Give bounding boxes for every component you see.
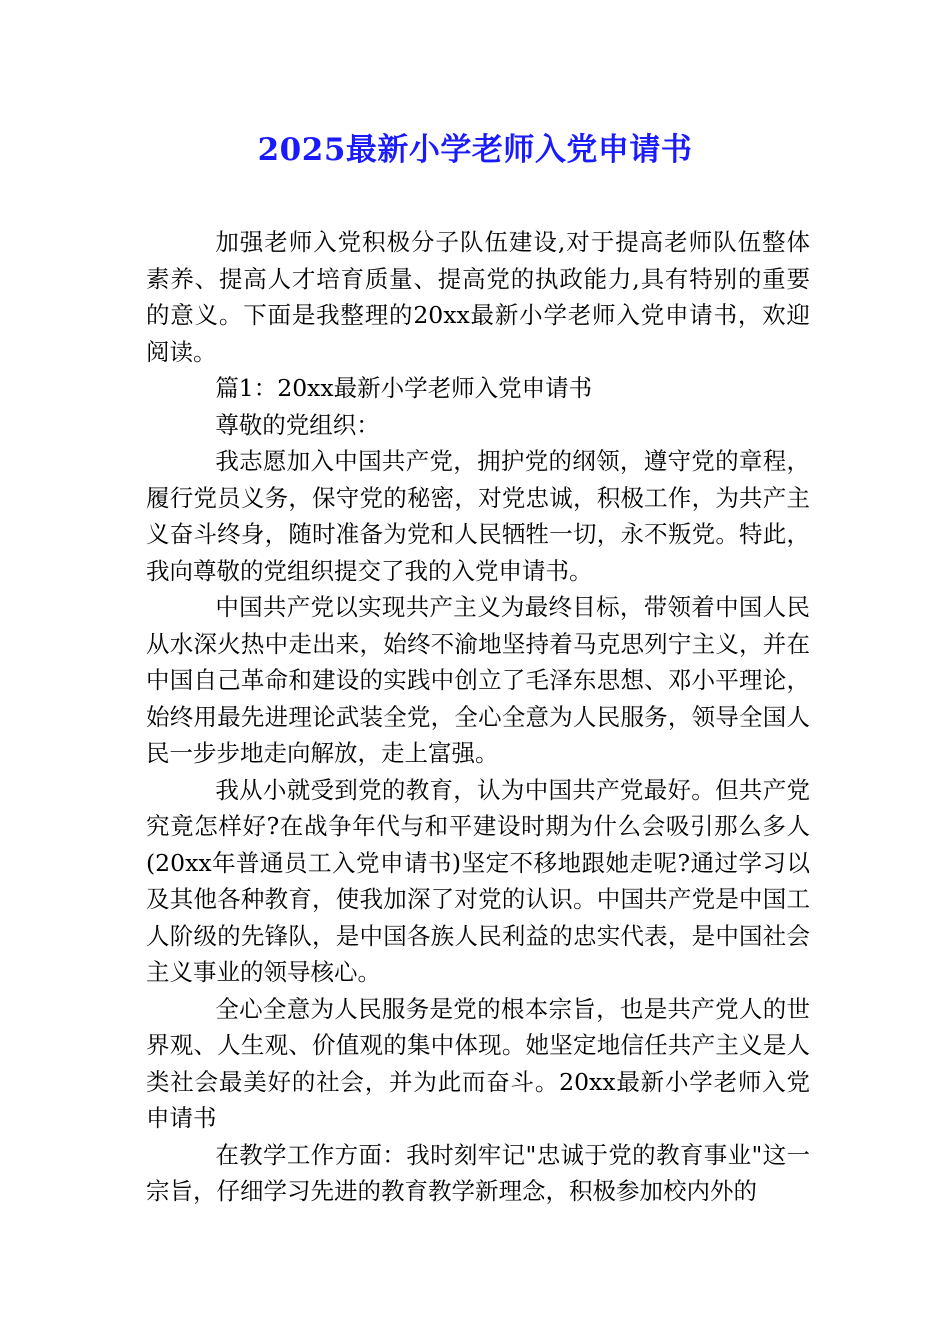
document-title: 2025最新小学老师入党申请书	[257, 132, 693, 168]
document-body	[146, 224, 810, 1210]
body-paragraph: 我志愿加入中国共产党，拥护党的纲领，遵守党的章程，履行党员义务，保守党的秘密，对党忠诚，积极工作，为共产主义奋斗终身，随时准备为党和人民牺牲一切，永不叛党。特此，我向尊敬的党组织提交了我的入党申请书。	[146, 447, 810, 585]
body-paragraph: 全心全意为人民服务是党的根本宗旨，也是共产党人的世界观、人生观、价值观的集中体现。她坚定地信任共产主义是人类社会最美好的社会，并为此而奋斗。20xx最新小学老师入党申请书	[146, 994, 810, 1132]
section-heading: 篇1：20xx最新小学老师入党申请书	[215, 374, 593, 402]
intro-paragraph: 加强老师入党积极分子队伍建设,对于提高老师队伍整体素养、提高人才培育质量、提高党的执政能力,具有特别的重要的意义。下面是我整理的20xx最新小学老师入党申请书，欢迎阅读。	[146, 228, 810, 366]
body-paragraph: 我从小就受到党的教育，认为中国共产党最好。但共产党究竟怎样好?在战争年代与和平建设时期为什么会吸引那么多人(20xx年普通员工入党申请书)坚定不移地跟她走呢?通过学习以及其他各种教育，使我加深了对党的认识。中国共产党是中国工人阶级的先锋队，是中国各族人民利益的忠实代表，是中国社会主义事业的领导核心。	[146, 775, 810, 986]
salutation: 尊敬的党组织：	[215, 410, 380, 439]
body-paragraph: 中国共产党以实现共产主义为最终目标，带领着中国人民从水深火热中走出来，始终不渝地坚持着马克思列宁主义，并在中国自己革命和建设的实践中创立了毛泽东思想、邓小平理论，始终用最先进理论武装全党，全心全意为人民服务，领导全国人民一步步地走向解放，走上富强。	[146, 593, 810, 767]
body-paragraph: 在教学工作方面：我时刻牢记"忠诚于党的教育事业"这一宗旨，仔细学习先进的教育教学新理念，积极参加校内外的	[146, 1140, 810, 1205]
